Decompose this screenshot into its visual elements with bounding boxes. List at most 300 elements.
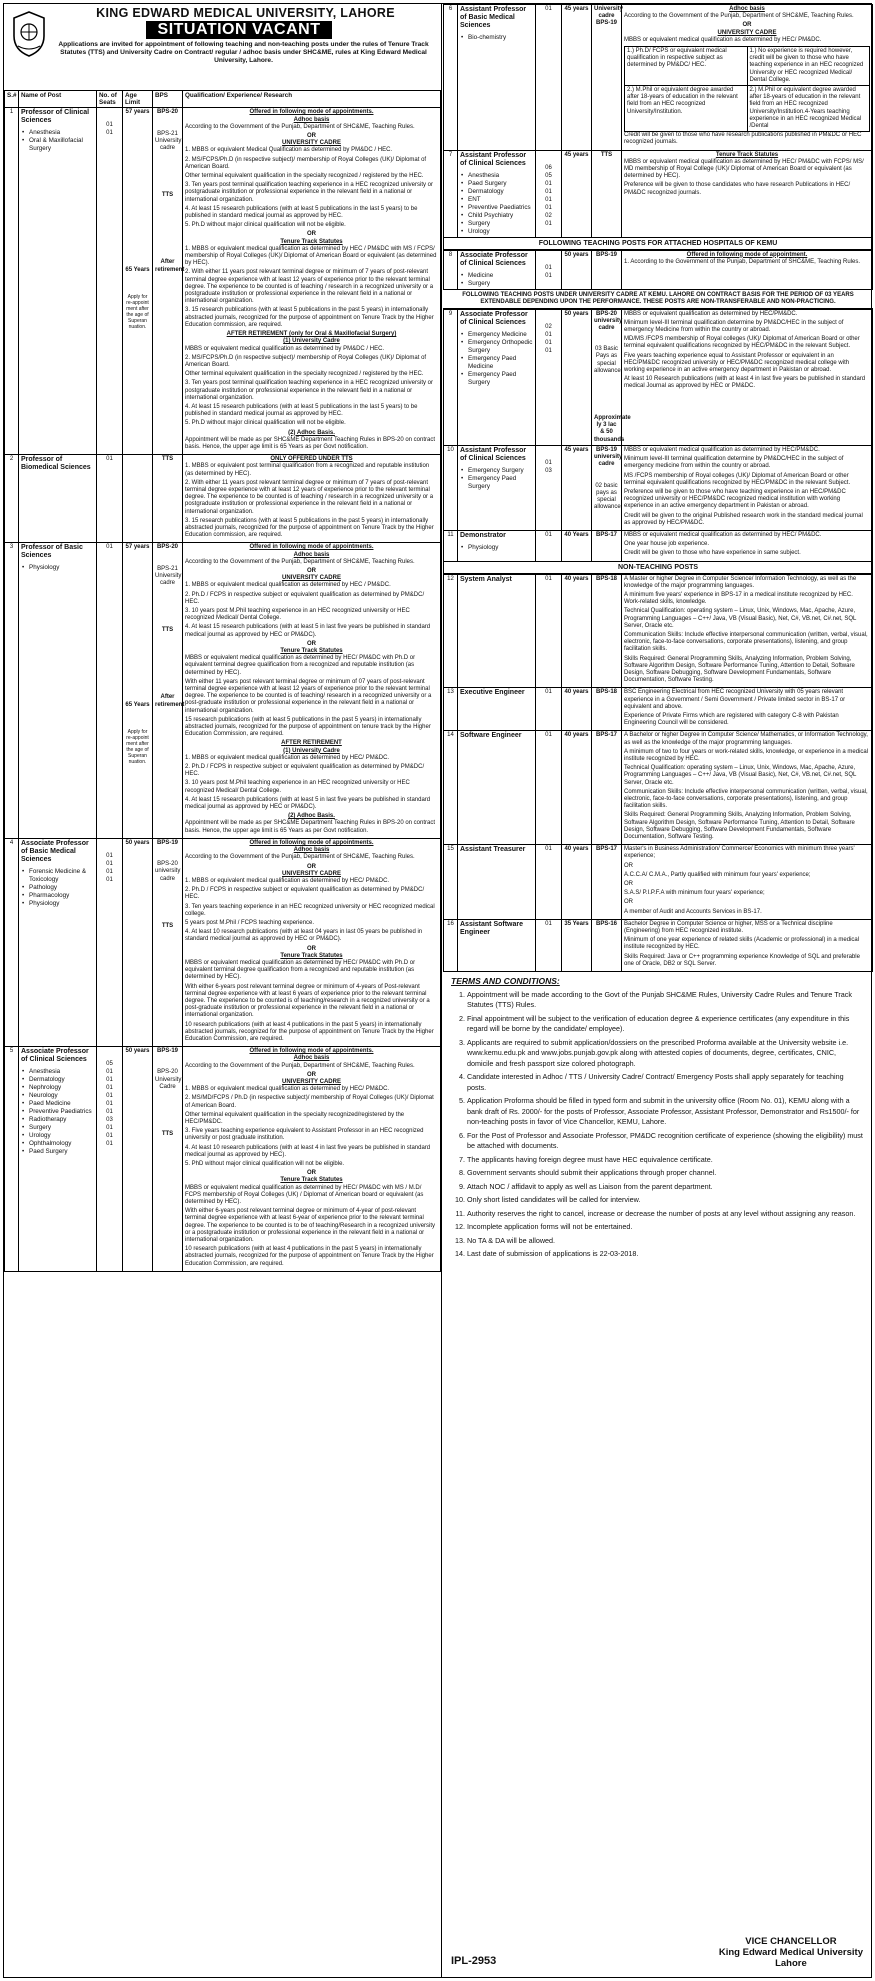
post-bps-cell (153, 1047, 183, 1272)
qual-item: Preference will be given to those candidates who have research Publications in HEC/ PM&DC recognized journals. (624, 182, 851, 196)
seat-count: 01 (106, 860, 113, 867)
post-name-cell (458, 688, 536, 731)
post-name: Software Engineer (460, 732, 522, 740)
seat-count: 03 (545, 467, 552, 474)
after-item: 1. MBBS or equivalent medical qualification as determined by HEC/ PM&DC. (185, 754, 390, 761)
bps: BPS-20 (156, 544, 178, 551)
post-qualification (183, 455, 441, 543)
post-age-cell (123, 543, 153, 839)
post-name-cell (458, 445, 536, 530)
terms-and-conditions (443, 972, 873, 1260)
qual-item: 4. At least 15 research publications (with at least 5 publications in the last 5 years) to be published in standard medical journal as approved by HEC. (185, 205, 418, 220)
table-row (444, 445, 873, 530)
bps: BPS-16 (595, 920, 617, 927)
intro-text: Applications are invited for appointment of following teaching and non-teaching posts under the rules of Tenure Track Statutes (TTS) and University Cadre on Contract/ regular / adhoc basis under SHC&ME, rules at King Edward Medical University, Lahore. (58, 41, 429, 64)
qual-item: 1. MBBS or equivalent post terminal qualification from a recognized and reputable institution (as determined by HEC). (185, 463, 430, 477)
post-age-cell (562, 919, 592, 971)
qual-grid-cell: 1.) No experience is required however, credit will be given to those who have teaching experience in an HEC recognized University or HEC recognized Medical/ Dental College. (747, 47, 870, 86)
post-subjects (21, 868, 94, 908)
seat-count: 01 (106, 1069, 113, 1076)
post-subject: • Physiology (460, 544, 533, 552)
post-serial: 4 (5, 838, 19, 1046)
seat-count: 01 (106, 1133, 113, 1140)
seat-count: 01 (106, 122, 113, 129)
qual-item: 2. Ph.D / FCPS in respective subject or equivalent qualification as determined by PM&DC/ HEC. (185, 887, 425, 901)
post-qualification (622, 5, 873, 151)
table-row (5, 838, 441, 1046)
bps: TTS (600, 151, 613, 158)
post-serial: 13 (444, 688, 458, 731)
after-item: 4. At least 15 research publications (with at least 5 in last five years be published in standard medical journal as approved by HEC or PM&DC). (185, 796, 431, 811)
qual-grid (624, 46, 870, 132)
signatory-city: Lahore (775, 1958, 807, 1969)
age-limit: 45 years (564, 446, 589, 453)
seat-count: 01 (545, 732, 552, 739)
post-subject: • Emergency Paed Surgery (460, 475, 533, 491)
qual-item: Other terminal equivalent qualification in the specialty recognized / registered by the HEC. (185, 173, 424, 180)
post-qualification (622, 530, 873, 561)
seat-count: 01 (545, 339, 552, 346)
seat-count: 02 (545, 212, 552, 219)
signature-block (719, 1936, 863, 1969)
table-row (5, 1047, 441, 1272)
qual-heading: Tenure Track Statutes (715, 151, 779, 158)
post-seats-cell (536, 845, 562, 920)
qual-item: Other terminal equivalent qualification in the specialty recognized/registered by the HEC/PM&DC. (185, 1111, 405, 1125)
qual-para: According to the Government of the Punjab, Department of SHC&ME, Teaching Rules. (185, 854, 415, 861)
qual-grid-cell: 2.) M.Phil or equivalent degree awarded after 18-years of education in the relevant field from an HEC recognized University/Institution. (625, 86, 748, 132)
col-qual: Qualification/ Experience/ Research (183, 91, 441, 108)
table-row (444, 574, 873, 688)
post-bps-cell (592, 250, 622, 289)
post-serial: 14 (444, 731, 458, 845)
post-qualification (622, 688, 873, 731)
post-bps-cell (153, 108, 183, 455)
age-limit: 40 years (564, 846, 589, 853)
after-item: 5. Ph.D without major clinical qualification will not be eligible. (185, 420, 346, 427)
after-item: 3. 10 years post M.Phil teaching experience in an HEC recognized university or HEC recognized Medical/ Dental College. (185, 780, 410, 794)
post-serial: 9 (444, 309, 458, 445)
seat-count: 01 (545, 220, 552, 227)
bps: BPS-17 (595, 732, 617, 739)
age-limit: 35 Years (564, 920, 589, 927)
post-name: Associate Professor of Basic Medical Sciences (21, 839, 89, 863)
post-qualification (183, 1047, 441, 1272)
bps-alt: 03 Basic Pays as special allowance (594, 346, 621, 374)
post-bps-cell (592, 574, 622, 688)
post-seats-cell (536, 5, 562, 151)
post-subject: • Ophthalmology (21, 1140, 94, 1148)
seats-spacer (99, 840, 120, 852)
post-subject: • Paed Medicine (21, 1100, 94, 1108)
table-row (444, 309, 873, 445)
post-subject: • Dermatology (460, 188, 533, 196)
post-subject: • Bio-chemistry (460, 34, 533, 42)
post-subject: • Radiotherapy (21, 1116, 94, 1124)
post-serial: 6 (444, 5, 458, 151)
tts-item: 15 research publications (with at least 5 publications in the past 5 years) in internationally abstracted journals, recognized for the purpose of appointment on tenure track by the Higher Education Commission, are required. (185, 716, 431, 738)
seat-count: 05 (106, 1061, 113, 1068)
qual-mode: Adhoc basis (293, 1055, 330, 1062)
or-label: OR (307, 133, 316, 140)
tts-item: 2. With either 11 years post relevant terminal degree or minimum of 7 years of post-relevant terminal degree experience with at least 12 years of experience prior to the relevant terminal degree. The experience to be counted is of teaching / research in a recognized university or a postgraduate institution or professional experience in the relevant field in a national or international organization. (185, 269, 434, 305)
qual-heading: ONLY OFFERED UNDER TTS (270, 456, 353, 463)
bps: BPS-19 (156, 839, 178, 846)
post-bps-cell (153, 455, 183, 543)
or-label: OR (307, 863, 316, 870)
signatory-org: King Edward Medical University (718, 1947, 863, 1958)
qual-para: According to the Government of the Punjab, Department of SHC&ME, Teaching Rules. (185, 1062, 415, 1069)
qual-item: A minimum five years' experience in BPS-17 in a medical institute recognized by HEC. Work-related skills, knowledge. (624, 591, 853, 606)
qual-item: 3. 10 years post M.Phil teaching experience in an HEC recognized university or HEC recognized Medical/ Dental College. (185, 608, 410, 622)
post-age-cell (562, 5, 592, 151)
tts-item: MBBS or equivalent medical qualification as determined by HEC/ PM&DC with Ph.D or equivalent terminal degree qualification from a recognized and reputable institution (as determined by HEC). (185, 959, 416, 981)
bps: BPS-17 (595, 531, 617, 538)
post-serial: 15 (444, 845, 458, 920)
post-subject: • Surgery (21, 1124, 94, 1132)
post-seats-cell (536, 445, 562, 530)
post-name-cell (19, 1047, 97, 1272)
uc-label: UNIVERSITY CADRE (717, 29, 777, 36)
age-limit: 57 years (125, 544, 150, 551)
advertisement-page (3, 3, 872, 1978)
bps: BPS-18 (595, 689, 617, 696)
post-serial: 3 (5, 543, 19, 839)
qual-item: Skills Required: General Programming Skills, Analyzing Information, Problem Solving, Software Algorithm Design, Software Performance Tuning, Attention to Detail, Software Design, Software Debugging, Software Development Fundamentals, Software Documentation, Software Testing. (624, 812, 855, 841)
post-subject: • Emergency Paed Surgery (460, 371, 533, 387)
post-name: Executive Engineer (460, 689, 525, 697)
tts-item: With either 6-years post relevant terminal degree or minimum of 4-year of post-relevant terminal degree experience with at least 6-year of experience prior to the relevant terminal degree. The experience to be counted is to be of teaching/Research in a recognized university or a postgraduate institution or professional experience in the relevant field in a national or international organization. (185, 1208, 436, 1244)
post-subject: • Physiology (21, 564, 94, 572)
after-heading: AFTER RETIREMENT (only for Oral & Maxillofacial Surgery) (226, 331, 397, 338)
after-item: 4. At least 15 research publications (with at least 5 publications in the last 5 years) to be published in standard medical journal as approved by HEC. (185, 403, 418, 418)
post-subject: • Neurology (21, 1092, 94, 1100)
post-subjects (460, 544, 533, 552)
university-seal-icon (10, 10, 48, 58)
post-bps-cell (153, 838, 183, 1046)
age-limit: 45 years (564, 151, 589, 158)
post-bps-cell (592, 731, 622, 845)
post-name: Demonstrator (460, 531, 506, 539)
qual-item: OR (624, 881, 633, 888)
qual-heading: Offered in following mode of appointments. (249, 839, 374, 846)
post-subject: • Anesthesia (21, 129, 94, 137)
bps: TTS (161, 456, 174, 463)
qual-item: Minimum level-III terminal qualification determine by PM&DC/HEC in the subject of emergency Medicine from within the country or abroad. (624, 319, 844, 334)
post-subject: • Nephrology (21, 1084, 94, 1092)
qual-item: 5 years post M.Phil / FCPS teaching experience. (185, 919, 315, 926)
posts-table-left (4, 90, 441, 1272)
qual-item: MD/MS /FCPS membership of Royal colleges (UK)/ Diplomat of American Board or other terminal equivalent qualifications recognized by HEC/PM&DC in the relevant Subject. (624, 336, 860, 350)
post-age-cell (562, 530, 592, 561)
post-qualification (622, 731, 873, 845)
term-item: 6. For the Post of Professor and Associate Professor, PM&DC recognition certificate of experience (showing the eligibility) must be attached with documents. (467, 1131, 863, 1152)
post-bps-cell (592, 445, 622, 530)
post-name-cell (19, 543, 97, 839)
seat-count: 01 (545, 180, 552, 187)
age-limit: 50 years (564, 251, 589, 258)
term-item: 2. Final appointment will be subject to the verification of education degree & experience certificates (any expenditure in this regard will be borne by the candidate/ employee). (467, 1014, 863, 1035)
seat-count: 01 (545, 204, 552, 211)
adhoc2-text: Appointment will be made as per SHC&ME Department Teaching Rules in BPS-20 on contract basis. Hence, the upper age limit is 65 Years as per Govt notification. (185, 436, 436, 450)
bps-alt: 02 basic pays as special allowance (594, 482, 621, 511)
table-row (5, 455, 441, 543)
table-row (444, 5, 873, 151)
post-bps-cell (592, 5, 622, 151)
post-subjects (460, 467, 533, 491)
post-subject: • Urology (21, 1132, 94, 1140)
post-seats-cell (536, 150, 562, 237)
qual-item: 3. Five years teaching experience equivalent to Assistant Professor in an HEC recognized university or post graduate institution. (185, 1128, 424, 1142)
qual-item: MBBS or equivalent qualification as determined by HEC/PM&DC. (624, 310, 798, 317)
bps: BPS-19 (156, 1048, 178, 1055)
table-row (444, 250, 873, 289)
post-subjects (460, 331, 533, 387)
qual-item: 1. MBBS or equivalent medical qualification as determined by HEC/ PM&DC. (185, 1086, 390, 1093)
post-subject: • Oral & Maxillofacial Surgery (21, 137, 94, 153)
post-qualification (183, 108, 441, 455)
bps: BPS-20 university cadre (594, 310, 623, 332)
seat-count: 05 (545, 172, 552, 179)
seat-count: 01 (545, 575, 552, 582)
term-item: 3. Applicants are required to submit application/dossiers on the prescribed Proforma available at the University website i.e. www.kemu.edu.pk and www.jobs.punjab.gov.pk along with attested copies of documents, degree, certificates, CNIC, domicile and fresh passport size colored photograph. (467, 1038, 863, 1070)
tts-item: MBBS or equivalent medical qualification as determined by HEC/ PM&DC with Ph.D or equivalent terminal degree qualification from a recognized and reputable institution (as determined by HEC). (185, 655, 416, 676)
col-sr: S.# (5, 91, 19, 108)
table-row (444, 530, 873, 561)
table-row (444, 731, 873, 845)
qual-grid-cell: 1.) Ph.D/ FCPS or equivalent medical qualification in respective subject as determined by PM&DC/ HEC. (625, 47, 748, 86)
post-seats-cell (97, 543, 123, 839)
tts-item: 10 research publications (with at least 4 publications in the past 5 years) in internationally abstracted journals, recognized for the purpose of appointment on Tenure Track by the Higher Education Commission, are required. (185, 1246, 434, 1267)
qual-item: Technical Qualification: operating system – Linux, Unix, Windows, Mac, Apache, Azure, Programming Languages – C++/ Java, VB (Visual Basic), Net, C#, VB.net, C#.net, SQL Server, Oracle etc. (624, 765, 857, 786)
seat-count: 02 (545, 323, 552, 330)
term-item: 1. Appointment will be made according to the Govt of the Punjab SHC&ME Rules, University Cadre Rules and Tenure Track Statutes (TTS) Rules. (467, 990, 863, 1011)
uc-label: UNIVERSITY CADRE (282, 140, 341, 147)
qual-item: 5. PhD without major clinical qualification will not be eligible. (185, 1161, 345, 1168)
post-subject: • Physiology (21, 900, 94, 908)
seat-count: 01 (545, 272, 552, 279)
post-name-cell (458, 309, 536, 445)
qual-item: 3. Ten years teaching experience in an HEC recognized university or HEC recognized medical college. (185, 903, 435, 917)
table-row (444, 150, 873, 237)
post-name: Associate Professor of Clinical Sciences (460, 310, 528, 326)
post-qualification (622, 919, 873, 971)
post-subjects (460, 272, 533, 288)
qual-note: Credit will be given to those who have research publications published in PM&DC or HEC recognized journals. (624, 132, 862, 146)
age-limit: 50 years (125, 839, 150, 846)
qual-mode: Adhoc basis (729, 6, 765, 12)
post-qualification (622, 150, 873, 237)
post-seats-cell (97, 838, 123, 1046)
seat-count: 01 (106, 868, 113, 875)
qual-item: 2. With either 11 years post relevant terminal degree or minimum of 7 years of post-relevant terminal degree experience with at least 12 years of experience prior to the relevant terminal degree. The experience to be counted is of teaching / research in a recognized university or a postgraduate institution or professional experience in the relevant field in a national or international organization. (185, 479, 434, 515)
seat-count: 01 (106, 456, 113, 463)
bps-tts: TTS (161, 922, 174, 929)
uc-label: UNIVERSITY CADRE (282, 1078, 341, 1085)
col-name: Name of Post (19, 91, 97, 108)
seats-spacer (99, 1048, 120, 1060)
post-seats-cell (536, 574, 562, 688)
post-subject: • Emergency Surgery (460, 467, 533, 475)
seat-count: 01 (106, 1077, 113, 1084)
qual-item: 2. MS/MD/FCPS / Ph.D (in respective subject)/ membership of Royal Colleges (UK)/ Diplomat of American Board. (185, 1095, 434, 1109)
or-label: OR (307, 1170, 316, 1177)
age-limit: 40 years (564, 689, 589, 696)
post-seats-cell (536, 309, 562, 445)
post-seats-cell (97, 455, 123, 543)
post-subjects (460, 172, 533, 236)
tts-label: Tenure Track Statutes (280, 952, 343, 959)
university-name: KING EDWARD MEDICAL UNIVERSITY, LAHORE (96, 6, 395, 20)
post-name: Professor of Basic Sciences (21, 544, 83, 560)
post-name-cell (458, 250, 536, 289)
qual-para: According to the Government of the Punjab, Department of SHC&ME, Teaching Rules. (624, 13, 854, 20)
seat-count: 01 (545, 347, 552, 354)
post-subject: • Dermatology (21, 1076, 94, 1084)
tts-item: 3. 15 research publications (with at least 5 publications in the past 5 years) in internationally abstracted journals, recognized for the purpose of appointment on Tenure Track by the Higher Education commission, are required. (185, 307, 434, 328)
or-label: OR (307, 640, 316, 647)
after-uc: (1) University Cadre (283, 747, 340, 754)
post-age-cell (562, 688, 592, 731)
post-subject: • Emergency Orthopedic Surgery (460, 339, 533, 355)
after-uc: (1) University Cadre (283, 338, 340, 345)
qual-item: A.C.C.A/ C.M.A., Partly qualified with minimum four years' experience; (624, 871, 811, 878)
tts-item: MBBS or equivalent medical qualification as determined by HEC/ PM&DC with MS / M.D/ FCPS membership of Royal Colleges (UK) / Diplomat of American board or equivalent (as determined by HEC). (185, 1184, 424, 1206)
post-serial: 5 (5, 1047, 19, 1272)
post-serial: 8 (444, 250, 458, 289)
post-name: Associate Professor of Clinical Sciences (21, 1048, 89, 1064)
seat-count: 01 (545, 920, 552, 927)
post-seats-cell (536, 919, 562, 971)
post-qualification (183, 838, 441, 1046)
post-serial: 7 (444, 150, 458, 237)
age-limit: 40 years (564, 732, 589, 739)
post-name: Assistant Software Engineer (460, 920, 524, 936)
post-seats-cell (97, 1047, 123, 1272)
age-limit: 50 years (564, 310, 589, 317)
bps: University cadre BPS-19 (594, 6, 624, 27)
age-limit: 40 Years (564, 531, 589, 538)
table-row (444, 845, 873, 920)
post-name: Assistant Professor of Clinical Sciences (460, 446, 527, 462)
tts-label: Tenure Track Statutes (280, 238, 343, 245)
post-seats-cell (536, 688, 562, 731)
post-age-cell (562, 150, 592, 237)
after-age: 65 Years (125, 266, 150, 273)
reference-number: IPL-2953 (451, 1955, 497, 1967)
post-bps-cell (592, 530, 622, 561)
term-item: 4. Candidate interested in Adhoc / TTS / University Cadre/ Contract/ Emergency Posts shall apply separately for teaching posts. (467, 1072, 863, 1093)
post-seats-cell (536, 250, 562, 289)
post-bps-cell (592, 919, 622, 971)
seats-spacer (538, 152, 559, 164)
age-limit: 40 years (564, 575, 589, 582)
qual-item: A Master or higher Degree in Computer Science/ Information Technology, as well as the knowledge of the major programming languages. (624, 575, 857, 589)
after-item: 2. Ph.D / FCPS in respective subject or equivalent qualification as determined by PM&DC/ HEC. (185, 764, 425, 778)
qual-heading: Offered in following mode of appointments. (249, 109, 374, 116)
qual-item: MBBS or equivalent medical qualification as determined by HEC/ PM&DC. (624, 531, 822, 538)
bps: BPS-20 (156, 109, 178, 116)
post-subject: • ENT (460, 196, 533, 204)
post-subjects (21, 564, 94, 572)
qual-heading: Offered in following mode of appointments. (249, 1048, 374, 1055)
post-subject: • Forensic Medicine & Toxicology (21, 868, 94, 884)
col-age: Age Limit (123, 91, 153, 108)
qual-item: OR (624, 862, 633, 869)
qual-item: A Bachelor or higher Degree in Computer Science/ Mathematics, or Information Technology, as well as the knowledge of the major programming languages. (624, 732, 868, 746)
seat-count: 06 (545, 164, 552, 171)
seats-spacer (99, 109, 120, 121)
adhoc2-heading: (2) Adhoc Basis. (288, 429, 335, 436)
term-item: 11. Authority reserves the right to cancel, increase or decrease the number of posts at any level without assigning any reason. (467, 1209, 863, 1220)
signatory-title: VICE CHANCELLOR (745, 1936, 837, 1947)
seat-count: 01 (106, 876, 113, 883)
post-serial: 2 (5, 455, 19, 543)
term-item: 12. Incomplete application forms will not be entertained. (467, 1222, 863, 1233)
qual-grid-cell: 2.) M.Phil or equivalent degree awarded after 18-years of education in the relevant field from an HEC recognized University/Institution.4-Years teaching experience in an HEC recognized Medical /Dental (747, 86, 870, 132)
seat-count: 01 (545, 196, 552, 203)
post-subject: • Emergency Paed Medicine (460, 355, 533, 371)
age-limit: 45 years (564, 6, 589, 12)
qual-item: 2. Ph.D / FCPS in respective subject or equivalent qualification as determined by PM&DC/ HEC. (185, 591, 425, 605)
post-subjects (21, 129, 94, 153)
after-item: 3. Ten years post terminal qualification teaching experience in a HEC recognized university or postgraduate institution or professional experience in the relevant field in a national or international organization. (185, 380, 434, 401)
post-name-cell (458, 150, 536, 237)
qual-item: Communication Skills: Include effective interpersonal communication (written, verbal, visual, electronic, face-to-face conversations, corporate presentations), listening, and group facilitation skills. (624, 631, 868, 653)
bps-tts: Approximate ly 3 lac & 50 thousands (594, 415, 631, 443)
qual-item: S.A.S/ P.I.P.F.A with minimum four years' experience; (624, 890, 765, 897)
qual-para: 1. According to the Government of the Punjab, Department of SHC&ME, Teaching Rules. (624, 258, 861, 265)
qual-item: Bachelor Degree in Computer Science or higher, MSS or a Technical discipline (Engineering) from HEC recognized institute. (624, 920, 833, 935)
qual-para: According to the Government of the Punjab, Department of SHC&ME, Teaching Rules. (185, 123, 415, 130)
seat-count: 03 (106, 1117, 113, 1124)
term-item: 7. The applicants having foreign degree must have HEC equivalence certificate. (467, 1155, 863, 1166)
banner-title: SITUATION VACANT (146, 21, 332, 39)
post-subject: • Pathology (21, 884, 94, 892)
seat-count: 01 (106, 1109, 113, 1116)
post-subject: • Preventive Paediatrics (460, 204, 533, 212)
seat-count: 01 (106, 1093, 113, 1100)
qual-grid-row (625, 47, 870, 86)
qual-item: Minimum of one year experience of related skills (Academic or professional) in a medical institute recognized by HEC. (624, 937, 860, 951)
post-serial: 16 (444, 919, 458, 971)
bps-after: After retirement (155, 694, 185, 708)
qual-item: OR (624, 899, 633, 906)
bps-after: After retirement (155, 259, 185, 273)
or-label: OR (307, 567, 316, 574)
post-age-cell (562, 445, 592, 530)
age-limit: 57 years (125, 109, 150, 116)
post-bps-cell (592, 845, 622, 920)
after-item: Other terminal equivalent qualification in the specialty recognized / registered by the HEC. (185, 371, 424, 378)
bps: BPS-18 (595, 575, 617, 582)
seat-count: 01 (545, 6, 552, 12)
qual-item: A member of Audit and Accounts Services in BS-17. (624, 908, 762, 915)
right-column (443, 4, 873, 1977)
post-name-cell (458, 530, 536, 561)
qual-mode: Adhoc basis (293, 847, 330, 854)
terms-title: TERMS AND CONDITIONS: (451, 976, 560, 987)
post-name: Assistant Professor of Basic Medical Sciences (460, 6, 527, 29)
tts-item: 1. MBBS or equivalent medical qualification as determined by HEC / PM&DC with MS / FCPS/ membership of Royal Colleges (UK)/ Diplomat of American Board or equivalent (as determined by HEC). (185, 245, 437, 267)
post-name: System Analyst (460, 575, 512, 583)
qual-item: 3. 15 research publications (with at least 5 publications in the past 5 years) in internationally abstracted journals, recognized for the purpose of appointment on Tenure Track by the Higher Education commission, are required. (185, 517, 434, 539)
qual-item: 4. At least 10 research publications (with at least 4 in last five years be published in standard medical journal as approved by HEC). (185, 1144, 431, 1158)
qual-item: Preference will be given to those who have teaching experience in an HEC/PM&DC recognized university or HEC/PM&DC recognized medical institution with working experience in an active emergency department in Pakistan or abroad. (624, 488, 846, 510)
qual-grid-row (625, 86, 870, 132)
post-subject: • Urology (460, 228, 533, 236)
terms-list (451, 990, 863, 1260)
